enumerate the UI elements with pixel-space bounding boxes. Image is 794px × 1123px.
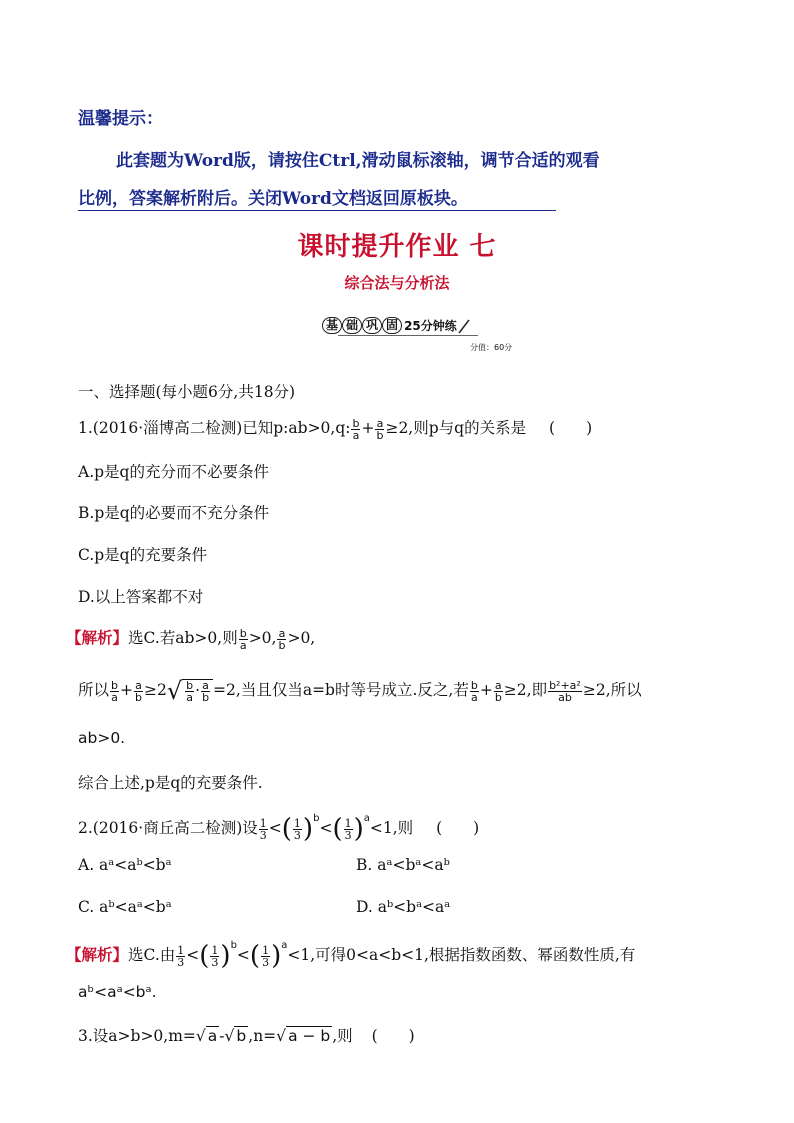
q1-analysis-line-3: ab>0. [78,729,126,747]
q2-option-b: B. aᵃ<bᵃ<aᵇ [356,856,450,874]
badge-char: 固 [382,317,402,334]
q1-option-a: A.p是q的充分而不必要条件 [78,463,269,481]
q1-option-b: B.p是q的必要而不充分条件 [78,504,270,522]
tip-line-2: 比例，答案解析附后。关闭Word文档返回原板块。 [78,184,556,211]
q1-option-d: D.以上答案都不对 [78,588,204,606]
badge-char: 基 [322,317,342,334]
q2-analysis-line-1: 【解析】选C.由 $\frac{1}{3}$ <( $\frac{1}{3}$ )$^b$<( $\frac{1}{3}$ )$^a$<1,可得0<a<b<1,根据指数函数、幂函数性质,有 [66,940,636,971]
badge-time: 25分钟练 [404,319,457,333]
section-title: 一、选择题(每小题6分,共18分) [78,383,296,401]
q2-stem: 2.(2016·商丘高二检测)设 $\frac{1}{3}$ <( $\frac{1}{3}$ )$^b$<( $\frac{1}{3}$ )$^a$<1,则 ( ) [78,813,480,844]
badge-char: 础 [342,317,362,334]
q1-stem: 1.(2016·淄博高二检测)已知p:ab>0,q: $\frac{b}{a}$ + $\frac{a}{b}$ ≥2,则p与q的关系是 ( ) [78,416,593,442]
q1-analysis-line-2: 所以 $\frac{b}{a}$ + $\frac{a}{b}$ ≥2√ $\frac{b}{a}$ · $\frac{a}{b}$ =2,当且仅当a=b时等号成立.反之,若 $\frac{b}{a}$ + $\frac{a}{b}$ ≥2,即 $\frac{\text{b²+a²}}{ab}$ ≥2,所以 [78,677,642,705]
score-label: 分值：60分 [470,343,513,352]
q2-option-c: C. aᵇ<aᵃ<bᵃ [78,898,172,916]
q1-analysis-line-4: 综合上述,p是q的充要条件. [78,774,263,792]
tip-label: 温馨提示： [78,109,163,129]
practice-badge [322,317,471,334]
tip-line-1: 此套题为Word版，请按住Ctrl,滑动鼠标滚轴，调节合适的观看 [116,151,600,171]
slash-icon [457,318,471,334]
badge-char: 巩 [362,317,382,334]
q2-option-d: D. aᵇ<bᵃ<aᵃ [356,898,451,916]
q2-option-a: A. aᵃ<aᵇ<bᵃ [78,856,172,874]
q3-stem: 3.设a>b>0,m=√ a -√ b ,n=√ a − b ,则 ( ) [78,1027,415,1045]
q1-analysis-line-1: 【解析】选C.若ab>0,则 $\frac{b}{a}$ >0, $\frac{a}{b}$ >0, [66,626,316,652]
q1-option-c: C.p是q的充要条件 [78,546,208,564]
q2-analysis-line-2: aᵇ<aᵃ<bᵃ. [78,983,157,1001]
badge-underline [338,335,478,336]
page-subtitle: 综合法与分析法 [344,274,450,292]
page-title: 课时提升作业 七 [297,232,497,262]
